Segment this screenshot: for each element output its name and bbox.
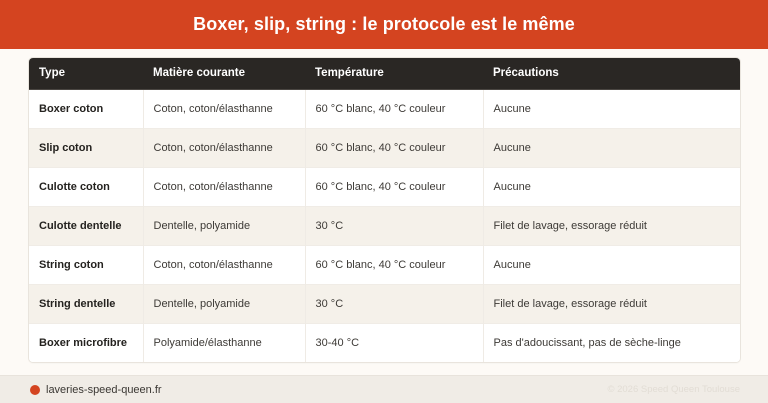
cell-type: Culotte dentelle [29,206,143,245]
footer-brand [30,384,162,396]
footer [0,375,768,403]
care-table [29,58,740,362]
cell-material: Dentelle, polyamide [143,284,305,323]
cell-precautions: Aucune [483,167,740,206]
cell-material: Coton, coton/élasthanne [143,167,305,206]
cell-temperature: 60 °C blanc, 40 °C couleur [305,89,483,128]
site-name: laveries-speed-queen.fr [46,383,162,396]
cell-temperature: 60 °C blanc, 40 °C couleur [305,128,483,167]
column-header-temperature: Température [305,58,483,89]
laundry-protocol-table [29,58,740,362]
column-header-material: Matière courante [143,58,305,89]
cell-precautions: Filet de lavage, essorage réduit [483,284,740,323]
cell-precautions: Filet de lavage, essorage réduit [483,206,740,245]
cell-material: Coton, coton/élasthanne [143,245,305,284]
table-row [29,167,740,206]
cell-material: Dentelle, polyamide [143,206,305,245]
cell-type: Boxer microfibre [29,323,143,362]
cell-type: Boxer coton [39,102,104,115]
table-row [29,89,740,128]
cell-precautions: Aucune [483,245,740,284]
header-banner [0,0,768,49]
table-row [29,323,740,362]
cell-temperature: 60 °C blanc, 40 °C couleur [305,167,483,206]
cell-temperature: 30-40 °C [305,323,483,362]
cell-type: Culotte coton [29,167,143,206]
cell-material: Coton, coton/élasthanne [143,128,305,167]
column-header-precautions: Précautions [483,58,740,89]
page-title: Boxer, slip, string : le protocole est le même [193,14,575,34]
cell-precautions: Aucune [483,89,740,128]
cell-temperature: 30 °C [305,206,483,245]
cell-temperature: 30 °C [305,284,483,323]
cell-precautions: Pas d'adoucissant, pas de sèche-linge [483,323,740,362]
orange-dot-icon [30,385,40,395]
table-row [29,128,740,167]
cell-type: String coton [29,245,143,284]
cell-material: Polyamide/élasthanne [143,323,305,362]
cell-precautions: Aucune [483,128,740,167]
table-row [29,245,740,284]
column-header-type: Type [29,58,143,89]
cell-type: String dentelle [29,284,143,323]
cell-material: Coton, coton/élasthanne [143,89,305,128]
table-header-row [29,58,740,89]
cell-type: Slip coton [29,128,143,167]
cell-temperature: 60 °C blanc, 40 °C couleur [305,245,483,284]
table-row [29,206,740,245]
table-row [29,284,740,323]
copyright-text: © 2026 Speed Queen Toulouse [607,384,740,395]
